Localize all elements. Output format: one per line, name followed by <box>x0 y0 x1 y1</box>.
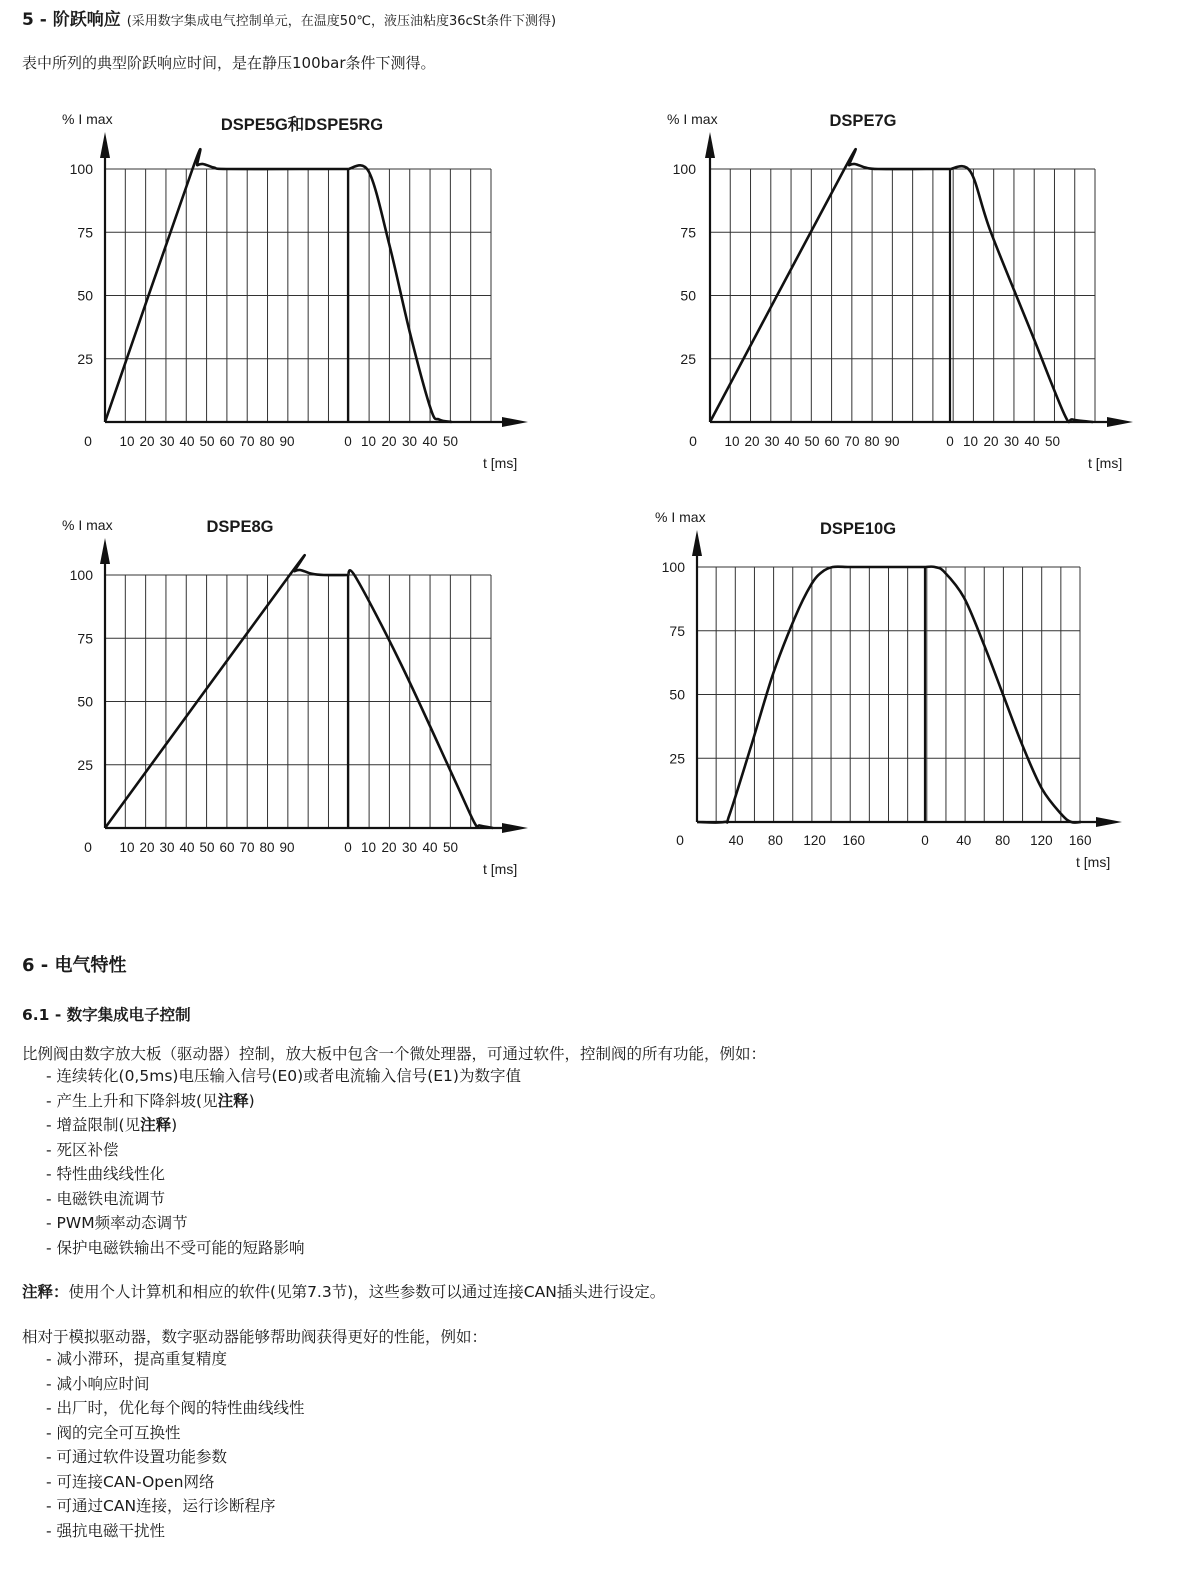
x-axis-arrow <box>1107 417 1133 427</box>
function-list-item: - 产生上升和下降斜坡(见注释) <box>46 1091 255 1110</box>
x-tick-label: 70 <box>844 434 860 449</box>
x-tick-label: 40 <box>956 833 972 848</box>
x-tick-label: 70 <box>239 434 255 449</box>
x-tick-label: 20 <box>139 434 155 449</box>
x-tick-label: 0 <box>946 434 954 449</box>
x-tick-label: 90 <box>279 840 295 855</box>
x-tick-label: 30 <box>401 840 418 855</box>
advantages-list-item: - 阀的完全可互换性 <box>46 1423 181 1442</box>
section5-intro: 表中所列的典型阶跃响应时间，是在静压100bar条件下测得。 <box>22 54 436 72</box>
function-list-item: - 增益限制(见注释) <box>46 1116 178 1134</box>
note-label: 注释： <box>22 1283 69 1301</box>
x-tick-label: 30 <box>401 434 418 449</box>
x-tick-label: 10 <box>119 840 135 855</box>
y-tick-label: 25 <box>77 756 93 773</box>
x-tick-label: 70 <box>239 840 255 855</box>
chart-1 <box>705 132 1133 427</box>
x-tick-label: 120 <box>803 833 826 848</box>
advantages-list-item: - 强抗电磁干扰性 <box>46 1521 166 1540</box>
y-axis-arrow <box>692 530 702 556</box>
x-tick-label: 20 <box>139 840 155 855</box>
advantages-list-item: - 可通过CAN连接，运行诊断程序 <box>46 1497 276 1515</box>
function-list-item: - 保护电磁铁输出不受可能的短路影响 <box>46 1238 305 1257</box>
x-tick-label: 90 <box>884 434 900 449</box>
x-tick-label: 20 <box>983 434 999 449</box>
chart-title: DSPE8G <box>206 518 274 536</box>
x-tick-label: 30 <box>159 840 175 855</box>
x-axis-label: t [ms] <box>483 861 518 877</box>
note-paragraph <box>22 1280 665 1302</box>
y-tick-label: 100 <box>672 161 696 177</box>
x-tick-label: 20 <box>381 434 397 449</box>
y-tick-label: 25 <box>669 750 685 767</box>
y-axis-arrow <box>100 538 110 564</box>
section5-title: 5 - 阶跃响应 <box>22 10 121 30</box>
y-tick-label: 75 <box>77 630 93 647</box>
x-tick-label: 40 <box>728 833 744 848</box>
x-tick-label: 80 <box>995 833 1011 848</box>
x-axis-label: t [ms] <box>483 455 518 471</box>
y-tick-label: 75 <box>669 622 685 639</box>
chart-0 <box>100 132 528 427</box>
response-curve-off <box>348 570 493 828</box>
x-tick-label: 50 <box>442 840 459 855</box>
chart-3 <box>692 530 1122 827</box>
x-tick-label: 30 <box>159 434 175 449</box>
x-tick-label: 50 <box>199 434 215 449</box>
advantages-list-item: - 出厂时，优化每个阀的特性曲线线性 <box>46 1399 305 1417</box>
x-tick-label: 0 <box>921 833 929 848</box>
function-list-item: - PWM频率动态调节 <box>46 1214 188 1232</box>
x-tick-label: 10 <box>360 840 377 855</box>
x-tick-label: 80 <box>259 840 275 855</box>
x-tick-label: 10 <box>962 434 979 449</box>
y-tick-label: 25 <box>680 350 696 367</box>
response-curve-on <box>710 149 950 422</box>
x-tick-label: 50 <box>199 840 215 855</box>
y-axis-label: % I max <box>62 517 113 533</box>
y-axis-label: % I max <box>62 111 113 127</box>
function-list <box>46 1064 521 1260</box>
y-tick-label: 75 <box>77 224 93 241</box>
advantages-list-item: - 可连接CAN-Open网络 <box>46 1472 215 1491</box>
advantages-paragraph: 相对于模拟驱动器，数字驱动器能够帮助阀获得更好的性能，例如： <box>22 1328 488 1346</box>
x-tick-label: 50 <box>442 434 459 449</box>
x-tick-label: 80 <box>864 434 880 449</box>
x-tick-label: 40 <box>784 434 800 449</box>
x-tick-label: 50 <box>1044 434 1061 449</box>
advantages-list-item: - 减小响应时间 <box>46 1374 150 1393</box>
y-tick-label: 50 <box>680 287 696 304</box>
y-tick-label: 0 <box>84 433 92 449</box>
x-tick-label: 60 <box>219 434 235 449</box>
x-tick-label: 40 <box>1024 434 1040 449</box>
x-tick-label: 30 <box>1003 434 1020 449</box>
chart-title: DSPE10G <box>819 520 897 538</box>
y-tick-label: 100 <box>69 567 93 583</box>
note-text: 使用个人计算机和相应的软件(见第7.3节)，这些参数可以通过连接CAN插头进行设定。 <box>68 1283 666 1301</box>
advantages-list-item: - 可通过软件设置功能参数 <box>46 1448 228 1466</box>
advantages-list-item: - 减小滞环，提高重复精度 <box>46 1350 228 1368</box>
y-tick-label: 25 <box>77 350 93 367</box>
y-tick-label: 0 <box>676 832 684 848</box>
y-tick-label: 50 <box>669 686 685 703</box>
x-tick-label: 40 <box>422 840 438 855</box>
chart-title: DSPE7G <box>829 112 897 130</box>
x-tick-label: 20 <box>744 434 760 449</box>
x-axis-arrow <box>1096 817 1122 827</box>
y-tick-label: 100 <box>69 161 93 177</box>
x-tick-label: 50 <box>804 434 820 449</box>
x-axis-label: t [ms] <box>1088 455 1123 471</box>
y-tick-label: 0 <box>689 433 697 449</box>
section6-heading: 6 - 电气特性 <box>22 955 127 976</box>
y-tick-label: 50 <box>77 287 93 304</box>
response-curve-off <box>950 166 1093 422</box>
x-tick-label: 80 <box>767 833 783 848</box>
x-tick-label: 10 <box>360 434 377 449</box>
advantages-list <box>46 1347 305 1543</box>
x-axis-label: t [ms] <box>1076 854 1111 870</box>
y-axis-label: % I max <box>655 509 706 525</box>
function-list-item: - 特性曲线线性化 <box>46 1165 166 1183</box>
x-tick-label: 90 <box>279 434 295 449</box>
x-tick-label: 160 <box>1068 833 1092 848</box>
x-tick-label: 160 <box>842 833 866 848</box>
y-tick-label: 0 <box>84 839 92 855</box>
x-tick-label: 0 <box>344 840 352 855</box>
x-tick-label: 30 <box>764 434 780 449</box>
x-tick-label: 40 <box>179 840 195 855</box>
x-tick-label: 60 <box>219 840 235 855</box>
chart-2 <box>100 538 528 833</box>
function-list-item: - 连续转化(0,5ms)电压输入信号(E0)或者电流输入信号(E1)为数字值 <box>46 1067 521 1085</box>
response-curve-off <box>348 165 452 422</box>
function-list-item: - 死区补偿 <box>46 1140 119 1159</box>
y-tick-label: 75 <box>680 224 696 241</box>
y-axis-arrow <box>705 132 715 158</box>
x-tick-label: 80 <box>259 434 275 449</box>
x-tick-label: 40 <box>179 434 195 449</box>
x-axis-arrow <box>502 417 528 427</box>
function-list-item: - 电磁铁电流调节 <box>46 1189 166 1208</box>
x-tick-label: 20 <box>381 840 397 855</box>
x-tick-label: 10 <box>119 434 135 449</box>
y-axis-label: % I max <box>667 111 718 127</box>
y-tick-label: 50 <box>77 693 93 710</box>
x-axis-arrow <box>502 823 528 833</box>
x-tick-label: 0 <box>344 434 352 449</box>
section61-heading: 6.1 - 数字集成电子控制 <box>22 1006 191 1024</box>
x-tick-label: 60 <box>824 434 840 449</box>
y-axis-arrow <box>100 132 110 158</box>
y-tick-label: 100 <box>661 559 685 575</box>
x-tick-label: 40 <box>422 434 438 449</box>
section5-condition-note: (采用数字集成电气控制单元，在温度50℃，液压油粘度36cSt条件下测得) <box>126 14 557 29</box>
section61-paragraph: 比例阀由数字放大板（驱动器）控制，放大板中包含一个微处理器，可通过软件，控制阀的所有功能，例如： <box>22 1045 767 1063</box>
x-tick-label: 10 <box>724 434 740 449</box>
chart-title: DSPE5G和DSPE5RG <box>220 116 384 134</box>
x-tick-label: 120 <box>1030 833 1053 848</box>
